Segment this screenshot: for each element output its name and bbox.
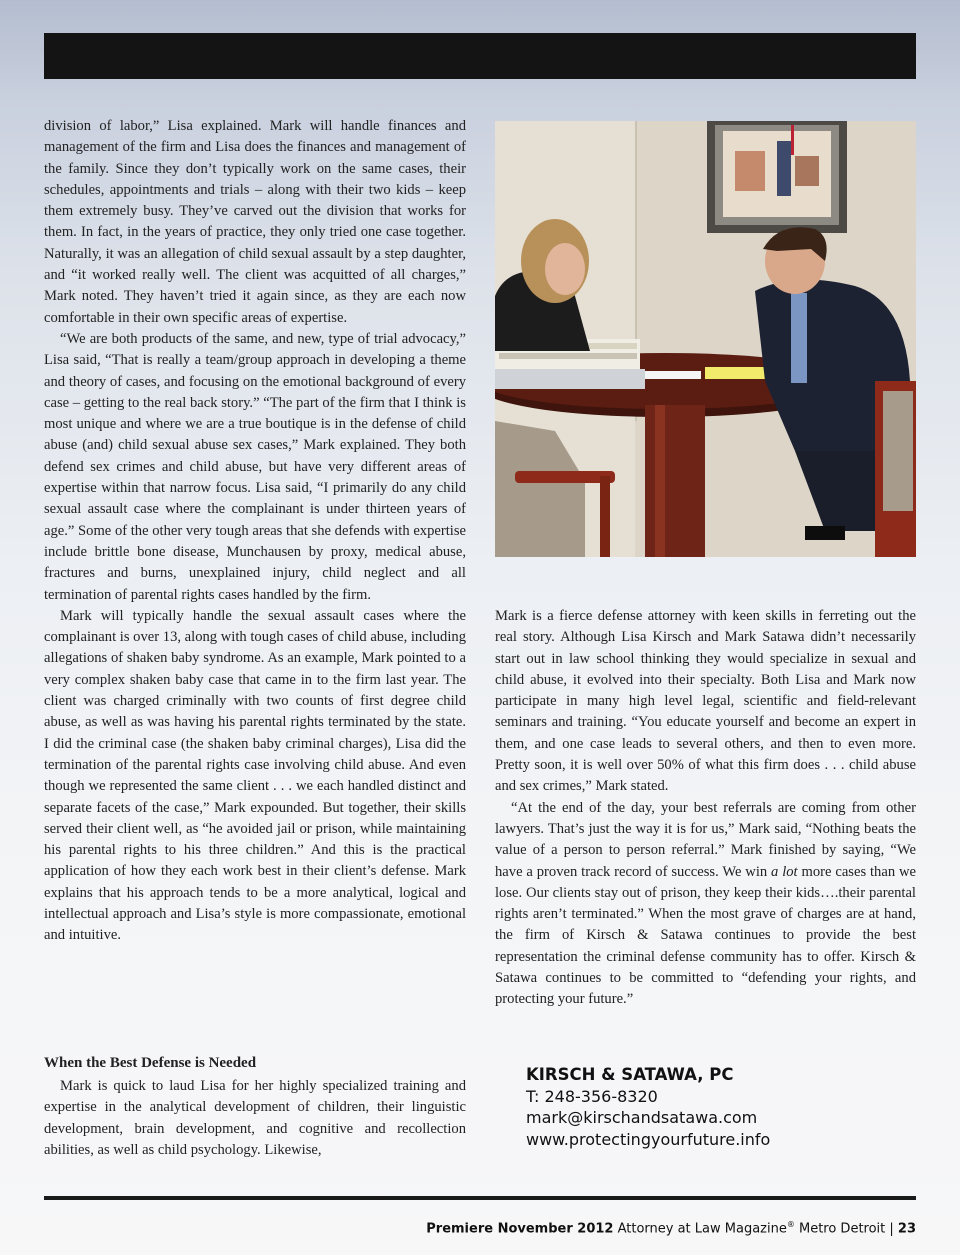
article-paragraph: “We are both products of the same, and new, type of trial advocacy,” Lisa said, “That is really a team/group approach in developing a theme and theory of cases, and focusing on the emotional background of every case – getting to the real back story.” “The part of the firm that I think is most unique and where we are a true boutique is in the defense of child abuse (and) child sexual abuse sex cases,” Mark explained. They both defend sex crimes and child abuse, but have very different areas of expertise within that narrow focus. Lisa said, “I primarily do any child sexual assault case where the complainant is under thirteen years of age.” Some of the other very tough areas that she defends with expertise include brittle bone disease, Munchausen by proxy, medical abuse, fractures and burns, unexplained injury, child neglect and all termination of parental rights cases handled by the firm. xyxy=(44,330,466,603)
article-paragraph: division of labor,” Lisa explained. Mark will handle finances and management of the firm and Lisa does the finances and management of the family. Since they don’t typically work on the same cases, their schedules, appointments and trials – along with their two kids – keep them extremely busy. They’ve carved out the division that works for them. In fact, in the years of practice, they only tried one case together. Naturally, it was an allegation of child sexual assault by a step daughter, and “it worked really well. The client was acquitted of all charges,” Mark noted. They haven’t tried it again since, as they are each now comfortable in their own specific areas of expertise. xyxy=(44,118,466,326)
page-number: 23 xyxy=(897,1221,916,1237)
contact-phone: T: 248-356-8320 xyxy=(526,1086,658,1106)
article-right-column xyxy=(495,606,916,1011)
text-span: more cases than we lose. Our clients stay out of prison, they keep their kids….their parental rights aren’t terminated.” When the most grave of charges are at hand, the firm of Kirsch & Satawa continues to provide the best representation the criminal defense community has to offer. Kirsch & Satawa continues to be committed to “defending your rights, and protecting your future.” xyxy=(495,863,916,1008)
article-paragraph: Mark is a fierce defense attorney with keen skills in ferreting out the real story. Although Lisa Kirsch and Mark Satawa didn’t necessarily start out in law school thinking they would specialize in sexual and child abuse, it evolved into their specialty. Both Lisa and Mark now participate in many high level legal, scientific and field-relevant seminars and training. “You educate yourself and become an expert in them, and one case leads to several others, and then to even more. Pretty soon, it is well over 50% of what this firm does . . . child abuse and sex crimes,” Mark stated. xyxy=(495,608,916,795)
article-paragraph: Mark is quick to laud Lisa for her highly specialized training and expertise in the analytical development of children, their linguistic development, brain development, and cognitive and recollection abilities, as well as child psychology. Likewise, xyxy=(44,1078,466,1158)
contact-block xyxy=(526,1064,770,1150)
text-span: “At the end of the day, your best referrals are coming from other lawyers. That’s just the way it is for us,” Mark said, “Nothing beats the value of a person to person referral.” Mark finished by saying, “We have a proven track record of success. We win xyxy=(495,799,916,880)
header-bar xyxy=(44,33,916,79)
emphasis-text: a lot xyxy=(771,863,798,880)
footer-registered-mark: ® xyxy=(786,1220,795,1229)
footer-rule xyxy=(44,1196,916,1200)
firm-name: KIRSCH & SATAWA, PC xyxy=(526,1065,734,1084)
article-paragraph: Mark will typically handle the sexual assault cases where the complainant is over 13, along with tough cases of child abuse, including allegations of shaken baby syndrome. As an example, Mark pointed to a very complex shaken baby case that came in to the firm last year. The client was charged criminally with two counts of first degree child abuse, as well as was having his parental rights terminated by the state. I did the criminal case (the shaken baby criminal charges), Lisa did the termination of the parental rights case involving child abuse. And even though we represented the same client . . . we each handled distinct and separate facets of the case,” Mark expounded. But together, their skills served their client well, as “he avoided jail or prison, while maintaining his parental rights to his three children.” And this is the practical application of how they each work best in their client’s defense. Mark explains that his approach tends to be a more analytical, logical and intellectual approach and Lisa’s style is more compassionate, emotional and intuitive. xyxy=(44,607,466,944)
article-left-bottom xyxy=(44,1076,466,1161)
footer-issue: Premiere November 2012 xyxy=(426,1221,614,1237)
article-paragraph xyxy=(495,798,916,1011)
footer-region: Metro Detroit | xyxy=(794,1221,898,1237)
article-left-column xyxy=(44,116,466,947)
contact-email[interactable]: mark@kirschandsatawa.com xyxy=(526,1108,758,1127)
footer-magazine: Attorney at Law Magazine xyxy=(613,1221,787,1237)
section-heading: When the Best Defense is Needed xyxy=(44,1055,257,1071)
article-photo xyxy=(495,121,916,557)
contact-website[interactable]: www.protectingyourfuture.info xyxy=(526,1129,771,1149)
page-footer xyxy=(426,1220,916,1236)
